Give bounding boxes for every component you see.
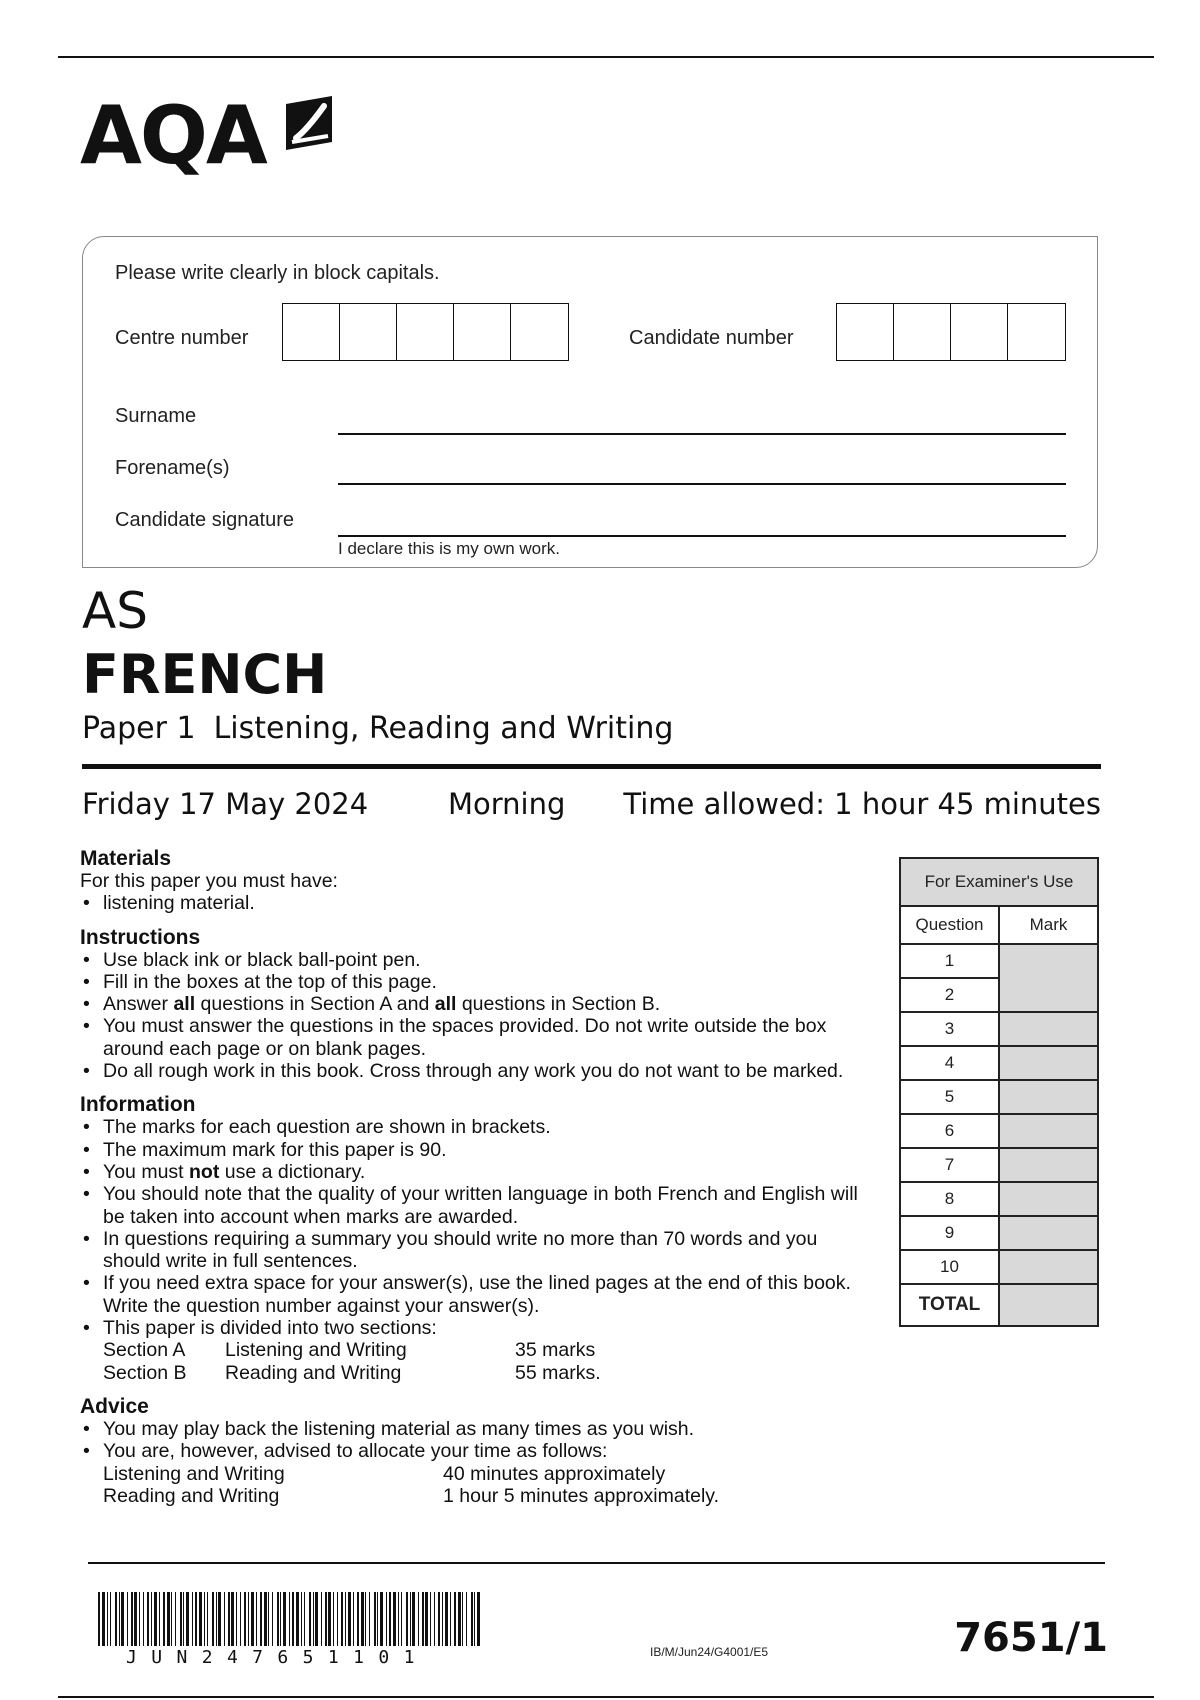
barcode-bar [410,1592,411,1646]
list-item: • If you need extra space for your answer(s), use the lined pages at the end of this book. Write the question number against your answer(s). [83,1272,851,1317]
barcode-bar [393,1592,396,1646]
barcode-bar [341,1592,343,1646]
barcode-digits: JUN247651101 [126,1647,429,1668]
barcode-bar [380,1592,383,1646]
barcode [98,1592,480,1646]
barcode-bar [231,1592,234,1646]
forenames-label: Forename(s) [115,457,230,479]
barcode-bar [268,1592,269,1646]
barcode-bar [474,1592,475,1646]
barcode-bar [272,1592,273,1646]
barcode-bar [171,1592,172,1646]
signature-label: Candidate signature [115,509,295,531]
exam-session: Morning [448,787,566,821]
barcode-bar [207,1592,208,1646]
barcode-bar [98,1592,100,1646]
list-item: • You must not use a dictionary. [83,1160,366,1183]
barcode-bar [357,1592,359,1646]
block-capitals-instruction: Please write clearly in block capitals. [115,262,440,284]
list-item: • Do all rough work in this book. Cross through any work you do not want to be marked. [83,1060,844,1083]
barcode-bar [374,1592,376,1646]
barcode-bar [212,1592,214,1646]
instructions-heading: Instructions [80,925,201,949]
mark-cell [999,1114,1098,1148]
information-heading: Information [80,1093,196,1117]
list-item: • You should note that the quality of your written language in both French and English will be taken into account when marks are awarded. [83,1183,858,1228]
barcode-bar [304,1592,305,1646]
barcode-bar [365,1592,366,1646]
barcode-bar [337,1592,338,1646]
barcode-bar [240,1592,241,1646]
barcode-bar [102,1592,105,1646]
candidate-digit-box[interactable] [894,304,951,360]
total-mark-cell [999,1284,1098,1326]
barcode-bar [199,1592,202,1646]
signature-line[interactable] [338,535,1066,537]
mark-cell [999,1148,1098,1182]
forenames-line[interactable] [338,483,1066,485]
centre-digit-box[interactable] [397,304,454,360]
barcode-bar [175,1592,176,1646]
centre-digit-box[interactable] [454,304,511,360]
barcode-bar [236,1592,237,1646]
candidate-digit-box[interactable] [1008,304,1065,360]
examiner-table-title: For Examiner's Use [900,858,1098,906]
mark-cell [999,1216,1098,1250]
barcode-bar [325,1592,327,1646]
barcode-bar [139,1592,140,1646]
barcode-bar [425,1592,428,1646]
barcode-bar [353,1592,354,1646]
candidate-digit-box[interactable] [837,304,894,360]
question-number: 2 [900,978,999,1012]
mark-column-header: Mark [999,906,1098,944]
qualification-level: AS [82,582,148,640]
list-item: • You must answer the questions in the spaces provided. Do not write outside the box around each page or on blank pages. [83,1015,827,1060]
barcode-bar [450,1592,451,1646]
total-label: TOTAL [900,1284,999,1326]
barcode-bar [119,1592,120,1646]
barcode-bar [369,1592,370,1646]
barcode-bar [224,1592,225,1646]
barcode-bar [418,1592,419,1646]
barcode-bar [180,1592,182,1646]
barcode-bar [321,1592,322,1646]
barcode-bar [264,1592,267,1646]
bottom-rule [58,1696,1154,1698]
section-row: Section A Listening and Writing 35 marks [103,1339,596,1362]
candidate-number-label: Candidate number [629,327,794,349]
mark-cell [999,1080,1098,1114]
barcode-bar [280,1592,281,1646]
list-item: • Fill in the boxes at the top of this page. [83,970,437,993]
list-item: • listening material. [83,892,255,915]
barcode-bar [328,1592,331,1646]
barcode-bar [412,1592,415,1646]
question-number: 10 [900,1250,999,1284]
question-number: 1 [900,944,999,978]
list-item: • You are, however, advised to allocate your time as follows: [83,1440,608,1463]
barcode-bar [430,1592,431,1646]
logo-mark-icon [282,92,342,152]
barcode-bar [422,1592,424,1646]
barcode-bar [309,1592,311,1646]
barcode-bar [454,1592,456,1646]
exam-date: Friday 17 May 2024 [82,787,369,821]
barcode-bar [361,1592,364,1646]
barcode-bar [333,1592,334,1646]
barcode-bar [406,1592,408,1646]
question-number: 4 [900,1046,999,1080]
title-rule [82,764,1101,769]
barcode-bar [143,1592,144,1646]
centre-digit-box[interactable] [283,304,340,360]
examiner-use-table [899,857,1099,1327]
barcode-bar [192,1592,193,1646]
candidate-details-box [82,236,1098,568]
barcode-bar [386,1592,387,1646]
barcode-bar [107,1592,108,1646]
mark-cell [999,1250,1098,1284]
question-column-header: Question [900,906,999,944]
materials-intro: For this paper you must have: [80,870,338,892]
list-item: • Answer all questions in Section A and all questions in Section B. [83,993,661,1016]
barcode-bar [244,1592,246,1646]
surname-label: Surname [115,405,197,427]
footer-rule [88,1562,1105,1564]
barcode-bar [345,1592,346,1646]
barcode-bar [256,1592,257,1646]
question-number: 3 [900,1012,999,1046]
question-number: 8 [900,1182,999,1216]
advice-heading: Advice [80,1394,149,1418]
candidate-digit-box[interactable] [951,304,1008,360]
barcode-bar [296,1592,299,1646]
barcode-bar [186,1592,189,1646]
barcode-bar [389,1592,391,1646]
question-number: 9 [900,1216,999,1250]
question-number: 5 [900,1080,999,1114]
list-item: • The maximum mark for this paper is 90. [83,1138,447,1161]
barcode-bar [127,1592,128,1646]
barcode-bar [216,1592,217,1646]
paper-title [82,711,674,746]
barcode-bar [154,1592,157,1646]
barcode-bar [248,1592,249,1646]
top-rule [58,56,1154,58]
list-item: • In questions requiring a summary you should write no more than 70 words and you should write in full sentences. [83,1227,818,1273]
candidate-number-boxes[interactable] [836,303,1066,361]
mark-cell [999,944,1098,1012]
barcode-bar [445,1592,448,1646]
barcode-bar [134,1592,137,1646]
barcode-bar [398,1592,399,1646]
question-number: 6 [900,1114,999,1148]
barcode-bar [110,1592,111,1646]
barcode-bar [163,1592,165,1646]
barcode-bar [466,1592,467,1646]
list-item: • This paper is divided into two sections: [83,1317,437,1340]
barcode-bar [283,1592,286,1646]
barcode-bar [115,1592,117,1646]
list-item: • Use black ink or black ball-point pen. [83,948,421,971]
subject-title: FRENCH [82,643,328,706]
barcode-bar [131,1592,133,1646]
barcode-bar [147,1592,149,1646]
question-number: 7 [900,1148,999,1182]
materials-heading: Materials [80,847,172,870]
surname-line[interactable] [338,433,1066,435]
barcode-bar [195,1592,197,1646]
mark-cell [999,1046,1098,1080]
barcode-bar [159,1592,160,1646]
barcode-bar [167,1592,170,1646]
barcode-bar [471,1592,473,1646]
mark-cell [999,1182,1098,1216]
centre-digit-box[interactable] [511,304,568,360]
timing-row: Reading and Writing 1 hour 5 minutes approximately. [103,1484,720,1507]
timing-row: Listening and Writing 40 minutes approximately [103,1462,666,1485]
section-row: Section B Reading and Writing 55 marks. [103,1361,601,1384]
barcode-bar [401,1592,402,1646]
reference-code: IB/M/Jun24/G4001/E5 [650,1645,769,1659]
barcode-bar [121,1592,124,1646]
barcode-bar [462,1592,463,1646]
barcode-bar [434,1592,435,1646]
barcode-bar [377,1592,378,1646]
paper-name: Listening, Reading and Writing [213,711,674,746]
barcode-bar [442,1592,443,1646]
centre-number-label: Centre number [115,327,249,349]
barcode-bar [277,1592,279,1646]
barcode-bar [151,1592,152,1646]
barcode-bar [260,1592,262,1646]
logo-text: AQA [80,89,266,182]
barcode-bar [313,1592,314,1646]
barcode-bar [477,1592,480,1646]
barcode-bar [292,1592,294,1646]
instructions-panel [80,848,870,1507]
barcode-bar [438,1592,440,1646]
barcode-bar [289,1592,290,1646]
mark-cell [999,1012,1098,1046]
barcode-bar [251,1592,254,1646]
centre-number-boxes[interactable] [282,303,569,361]
aqa-logo [80,88,350,188]
centre-digit-box[interactable] [340,304,397,360]
paper-number: Paper 1 [82,711,196,746]
list-item: • The marks for each question are shown in brackets. [83,1116,551,1139]
barcode-bar [315,1592,318,1646]
barcode-bar [301,1592,302,1646]
barcode-bar [458,1592,461,1646]
declaration-text: I declare this is my own work. [338,539,561,558]
barcode-bar [228,1592,230,1646]
paper-code: 7651/1 [954,1615,1108,1661]
time-allowed: Time allowed: 1 hour 45 minutes [623,787,1101,821]
barcode-bar [218,1592,221,1646]
barcode-bar [348,1592,351,1646]
barcode-bar [183,1592,184,1646]
barcode-bar [204,1592,205,1646]
list-item: • You may play back the listening material as many times as you wish. [83,1417,695,1440]
